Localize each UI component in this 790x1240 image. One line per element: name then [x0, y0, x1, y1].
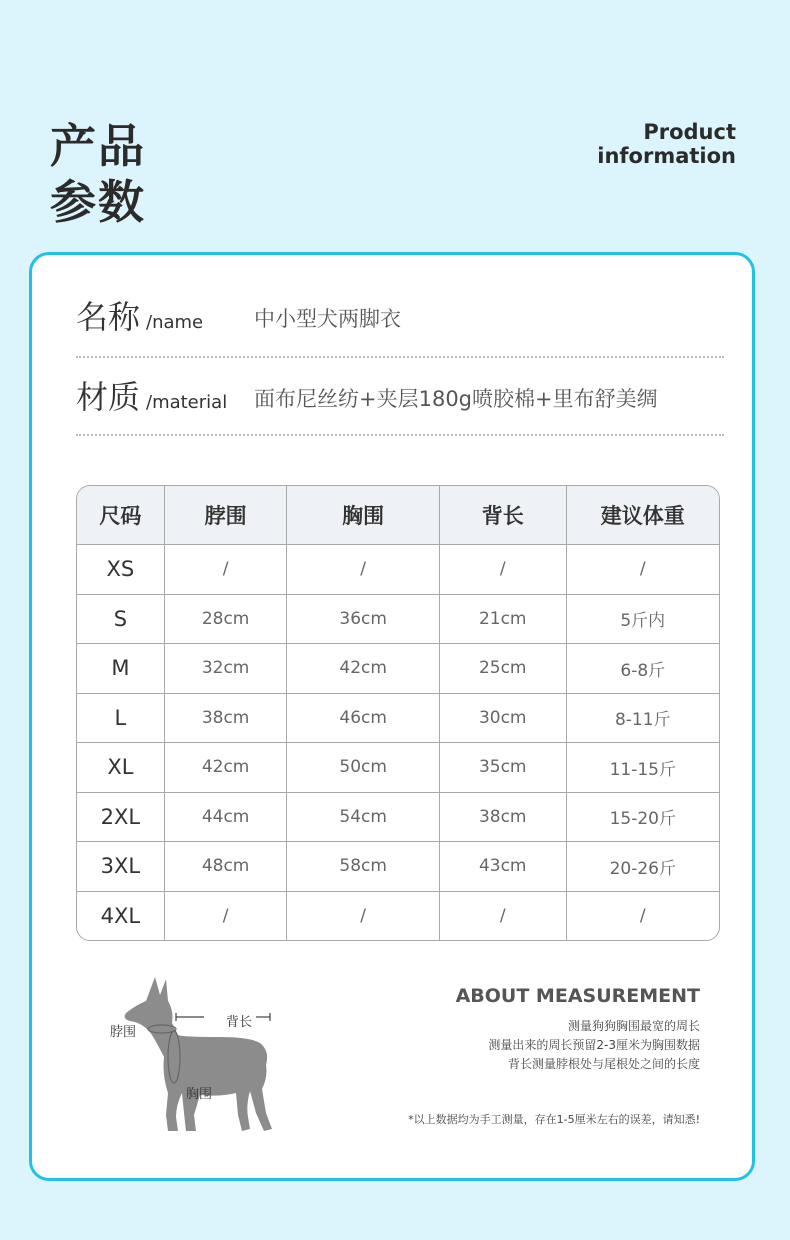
name-row: [76, 297, 724, 337]
cell-neck: 42cm: [165, 743, 288, 793]
header-neck: 脖围: [165, 486, 288, 545]
cell-chest: 42cm: [287, 644, 440, 694]
cell-neck: /: [165, 545, 288, 595]
product-info-card: [29, 252, 755, 1181]
page-title-en-line2: information: [597, 144, 736, 168]
cell-size: 4XL: [77, 892, 165, 941]
measurement-line-2: 测量出来的周长预留2-3厘米为胸围数据: [488, 1038, 700, 1052]
material-label-cn: 材质: [76, 378, 141, 416]
cell-back: 21cm: [440, 595, 567, 645]
cell-back: 43cm: [440, 842, 567, 892]
name-label-en: /name: [146, 312, 204, 333]
page-title-en: [597, 120, 736, 168]
cell-back: 30cm: [440, 694, 567, 744]
cell-size: M: [77, 644, 165, 694]
cell-size: S: [77, 595, 165, 645]
cell-back: 35cm: [440, 743, 567, 793]
name-value: 中小型犬两脚衣: [254, 307, 401, 331]
material-value: 面布尼丝纺+夹层180g喷胶棉+里布舒美绸: [254, 387, 658, 411]
measurement-note: *以上数据均为手工测量，存在1-5厘米左右的误差，请知悉!: [408, 1113, 700, 1126]
cell-weight: 5斤内: [567, 595, 719, 645]
measurement-line-3: 背长测量脖根处与尾根处之间的长度: [507, 1057, 700, 1071]
cell-chest: /: [287, 892, 440, 941]
cell-back: /: [440, 892, 567, 941]
table-row: [77, 793, 719, 843]
cell-size: XS: [77, 545, 165, 595]
cell-chest: 46cm: [287, 694, 440, 744]
cell-size: XL: [77, 743, 165, 793]
cell-weight: /: [639, 905, 646, 926]
dog-silhouette-icon: [100, 965, 280, 1145]
measurement-line-1: 测量狗狗胸围最宽的周长: [567, 1019, 700, 1033]
cell-chest: 50cm: [287, 743, 440, 793]
material-row: [76, 377, 724, 417]
cell-size: L: [77, 694, 165, 744]
cell-neck: 44cm: [165, 793, 288, 843]
table-row: [77, 545, 719, 595]
header-weight: 建议体重: [567, 486, 719, 545]
material-label-en: /material: [146, 392, 228, 413]
cell-weight: 15-20斤: [567, 793, 719, 843]
cell-weight: 11-15斤: [567, 743, 719, 793]
cell-back: /: [440, 545, 567, 595]
page-title-cn-line2: 参数: [50, 175, 146, 229]
cell-chest: 36cm: [287, 595, 440, 645]
cell-neck: 48cm: [165, 842, 288, 892]
table-row: [77, 694, 719, 744]
header-chest: 胸围: [287, 486, 440, 545]
name-label-cn: 名称: [76, 298, 141, 336]
table-row: [77, 892, 719, 941]
measurement-title: ABOUT MEASUREMENT: [455, 985, 700, 1007]
header-size: 尺码: [77, 486, 165, 545]
cell-size: 2XL: [77, 793, 165, 843]
cell-neck: /: [165, 892, 288, 941]
cell-weight: 20-26斤: [567, 842, 719, 892]
dog-label-back: 背长: [226, 1015, 253, 1030]
table-row: [77, 595, 719, 645]
size-table: [76, 485, 720, 941]
cell-chest: 54cm: [287, 793, 440, 843]
page-title-en-line1: Product: [643, 120, 736, 144]
cell-weight: /: [567, 545, 719, 595]
cell-neck: 38cm: [165, 694, 288, 744]
cell-chest: /: [287, 545, 440, 595]
table-row: [77, 743, 719, 793]
size-table-header-row: [77, 486, 719, 545]
cell-chest: 58cm: [287, 842, 440, 892]
cell-neck: 28cm: [165, 595, 288, 645]
header-back-length: 背长: [440, 486, 567, 545]
cell-weight: 6-8斤: [567, 644, 719, 694]
divider: [76, 434, 724, 436]
measurement-instructions: [488, 1017, 700, 1074]
page-title-cn-line1: 产品: [50, 119, 146, 173]
cell-size: 3XL: [77, 842, 165, 892]
cell-neck: 32cm: [165, 644, 288, 694]
dog-label-neck: 脖围: [110, 1025, 137, 1040]
table-row: [77, 644, 719, 694]
measurement-section: [100, 965, 700, 1145]
table-row: [77, 842, 719, 892]
dog-label-chest: 胸围: [186, 1087, 213, 1102]
cell-back: 25cm: [440, 644, 567, 694]
page-title-cn: [50, 118, 146, 230]
divider: [76, 356, 724, 358]
cell-back: 38cm: [440, 793, 567, 843]
cell-weight: 8-11斤: [567, 694, 719, 744]
